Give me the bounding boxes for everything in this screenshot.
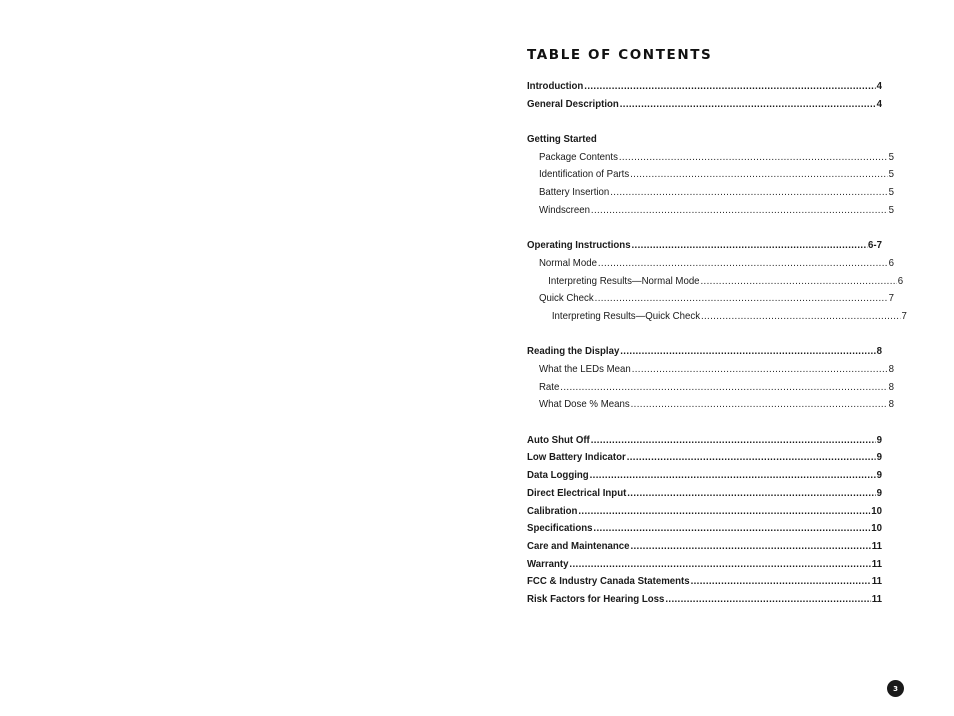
toc-entry-page: 4 xyxy=(876,80,883,92)
toc-entry xyxy=(527,396,894,414)
toc-dot-leader xyxy=(691,573,871,591)
toc-dot-leader xyxy=(569,556,870,574)
toc-entry xyxy=(527,308,907,326)
toc-dot-leader xyxy=(560,379,887,397)
toc-entry-page: 9 xyxy=(876,451,883,464)
toc-entry-label: Specifications xyxy=(527,522,593,535)
toc-entry xyxy=(527,184,894,202)
toc-dot-leader xyxy=(665,591,871,609)
toc-entry xyxy=(527,485,882,503)
toc-entry-page: 5 xyxy=(888,203,894,216)
toc-entry-page: 11 xyxy=(871,592,883,605)
toc-entry-page: 6 xyxy=(888,256,894,269)
toc-dot-leader xyxy=(630,166,888,184)
toc-entry xyxy=(527,379,894,397)
toc-entry xyxy=(527,538,882,556)
toc-entry xyxy=(527,96,882,114)
toc-entry-page: 8 xyxy=(888,380,894,393)
toc-entry-page: 5 xyxy=(888,150,894,163)
toc-entry-page: 5 xyxy=(888,186,894,199)
toc-entry-page: 6 xyxy=(897,274,904,287)
toc-entry xyxy=(527,467,882,485)
toc-dot-leader xyxy=(700,273,896,291)
toc-entry xyxy=(527,449,882,467)
toc-entry-label: Risk Factors for Hearing Loss xyxy=(527,592,665,605)
page-number-badge: 3 xyxy=(887,680,904,697)
toc-entry-page: 4 xyxy=(876,97,883,110)
toc-entry-page: 9 xyxy=(876,469,883,482)
toc-entry-label: General Description xyxy=(527,97,619,110)
toc-entry xyxy=(527,432,882,450)
toc-entry-label: Getting Started xyxy=(527,133,597,146)
toc-entry-page: 5 xyxy=(888,168,894,181)
toc-entry xyxy=(527,166,894,184)
toc-dot-leader xyxy=(632,361,888,379)
toc-entry-page: 7 xyxy=(888,292,894,305)
toc-entry xyxy=(527,131,882,149)
toc-dot-leader xyxy=(632,237,868,255)
toc-entry-page: 10 xyxy=(871,504,883,517)
toc-entry-page: 8 xyxy=(876,345,883,358)
toc-entry-label: Care and Maintenance xyxy=(527,539,630,552)
toc-entry-page: 11 xyxy=(871,557,883,570)
toc-entry-label: What Dose % Means xyxy=(538,398,630,411)
toc-entry-label: Introduction xyxy=(527,80,584,92)
toc-dot-leader xyxy=(619,149,888,167)
toc-dot-leader xyxy=(591,202,888,220)
toc-entry xyxy=(527,202,894,220)
toc-entry xyxy=(527,591,882,609)
toc-entry xyxy=(527,273,903,291)
toc-dot-leader xyxy=(598,255,888,273)
toc-entry xyxy=(527,149,894,167)
toc-entry-page: 8 xyxy=(888,363,894,375)
toc-entry-label: Battery Insertion xyxy=(538,186,610,199)
toc-entry-label: Operating Instructions xyxy=(527,239,631,252)
toc-entry xyxy=(527,520,882,538)
toc-entry-label: Auto Shut Off xyxy=(527,433,590,446)
toc-entry-label: Windscreen xyxy=(538,203,590,216)
toc-entry-page: 8 xyxy=(888,398,894,411)
toc-entry-label: Package Contents xyxy=(538,150,618,163)
toc-entry-page: 10 xyxy=(871,522,883,535)
toc-entry-label: Rate xyxy=(538,380,560,393)
toc-entry-label: Interpreting Results—Quick Check xyxy=(551,309,701,322)
toc-dot-leader xyxy=(591,432,876,450)
toc-entry-label: Calibration xyxy=(527,504,578,517)
toc-list xyxy=(527,78,907,609)
toc-dot-leader xyxy=(610,184,887,202)
toc-entry xyxy=(527,503,882,521)
toc-entry xyxy=(527,78,882,96)
toc-entry-page: 6-7 xyxy=(868,239,883,252)
toc-dot-leader xyxy=(701,308,901,326)
toc-entry xyxy=(527,343,882,361)
toc-dot-leader xyxy=(631,396,888,414)
toc-dot-leader xyxy=(620,96,876,114)
toc-entry-label: Low Battery Indicator xyxy=(527,451,626,464)
toc-entry-page: 9 xyxy=(876,433,883,446)
toc-entry-label: Reading the Display xyxy=(527,345,620,358)
toc-dot-leader xyxy=(590,467,876,485)
toc-entry xyxy=(527,237,882,255)
toc-title: TABLE OF CONTENTS xyxy=(527,47,713,63)
toc-dot-leader xyxy=(584,78,875,96)
toc-entry-label: Normal Mode xyxy=(538,256,597,269)
toc-entry-label: Warranty xyxy=(527,557,569,570)
toc-dot-leader xyxy=(627,485,875,503)
toc-entry-label: FCC & Industry Canada Statements xyxy=(527,575,690,588)
toc-entry xyxy=(527,556,882,574)
toc-entry-label: Data Logging xyxy=(527,469,589,482)
toc-entry-label: Interpreting Results—Normal Mode xyxy=(548,274,700,287)
toc-entry-label: Direct Electrical Input xyxy=(527,486,627,499)
toc-entry-page: 11 xyxy=(871,575,883,588)
toc-dot-leader xyxy=(578,503,870,521)
toc-dot-leader xyxy=(630,538,870,556)
toc-entry-label: What the LEDs Mean xyxy=(538,363,631,375)
toc-entry-page: 11 xyxy=(871,539,883,552)
toc-entry-label: Identification of Parts xyxy=(538,168,630,181)
toc-entry-label: Quick Check xyxy=(538,292,594,305)
toc-entry-page: 9 xyxy=(876,486,883,499)
toc-dot-leader xyxy=(627,449,876,467)
toc-dot-leader xyxy=(620,343,875,361)
toc-entry xyxy=(527,573,882,591)
toc-dot-leader xyxy=(593,520,870,538)
toc-dot-leader xyxy=(595,290,888,308)
toc-entry xyxy=(527,361,894,379)
toc-entry xyxy=(527,290,894,308)
toc-entry-page: 7 xyxy=(901,309,907,322)
toc-entry xyxy=(527,255,894,273)
